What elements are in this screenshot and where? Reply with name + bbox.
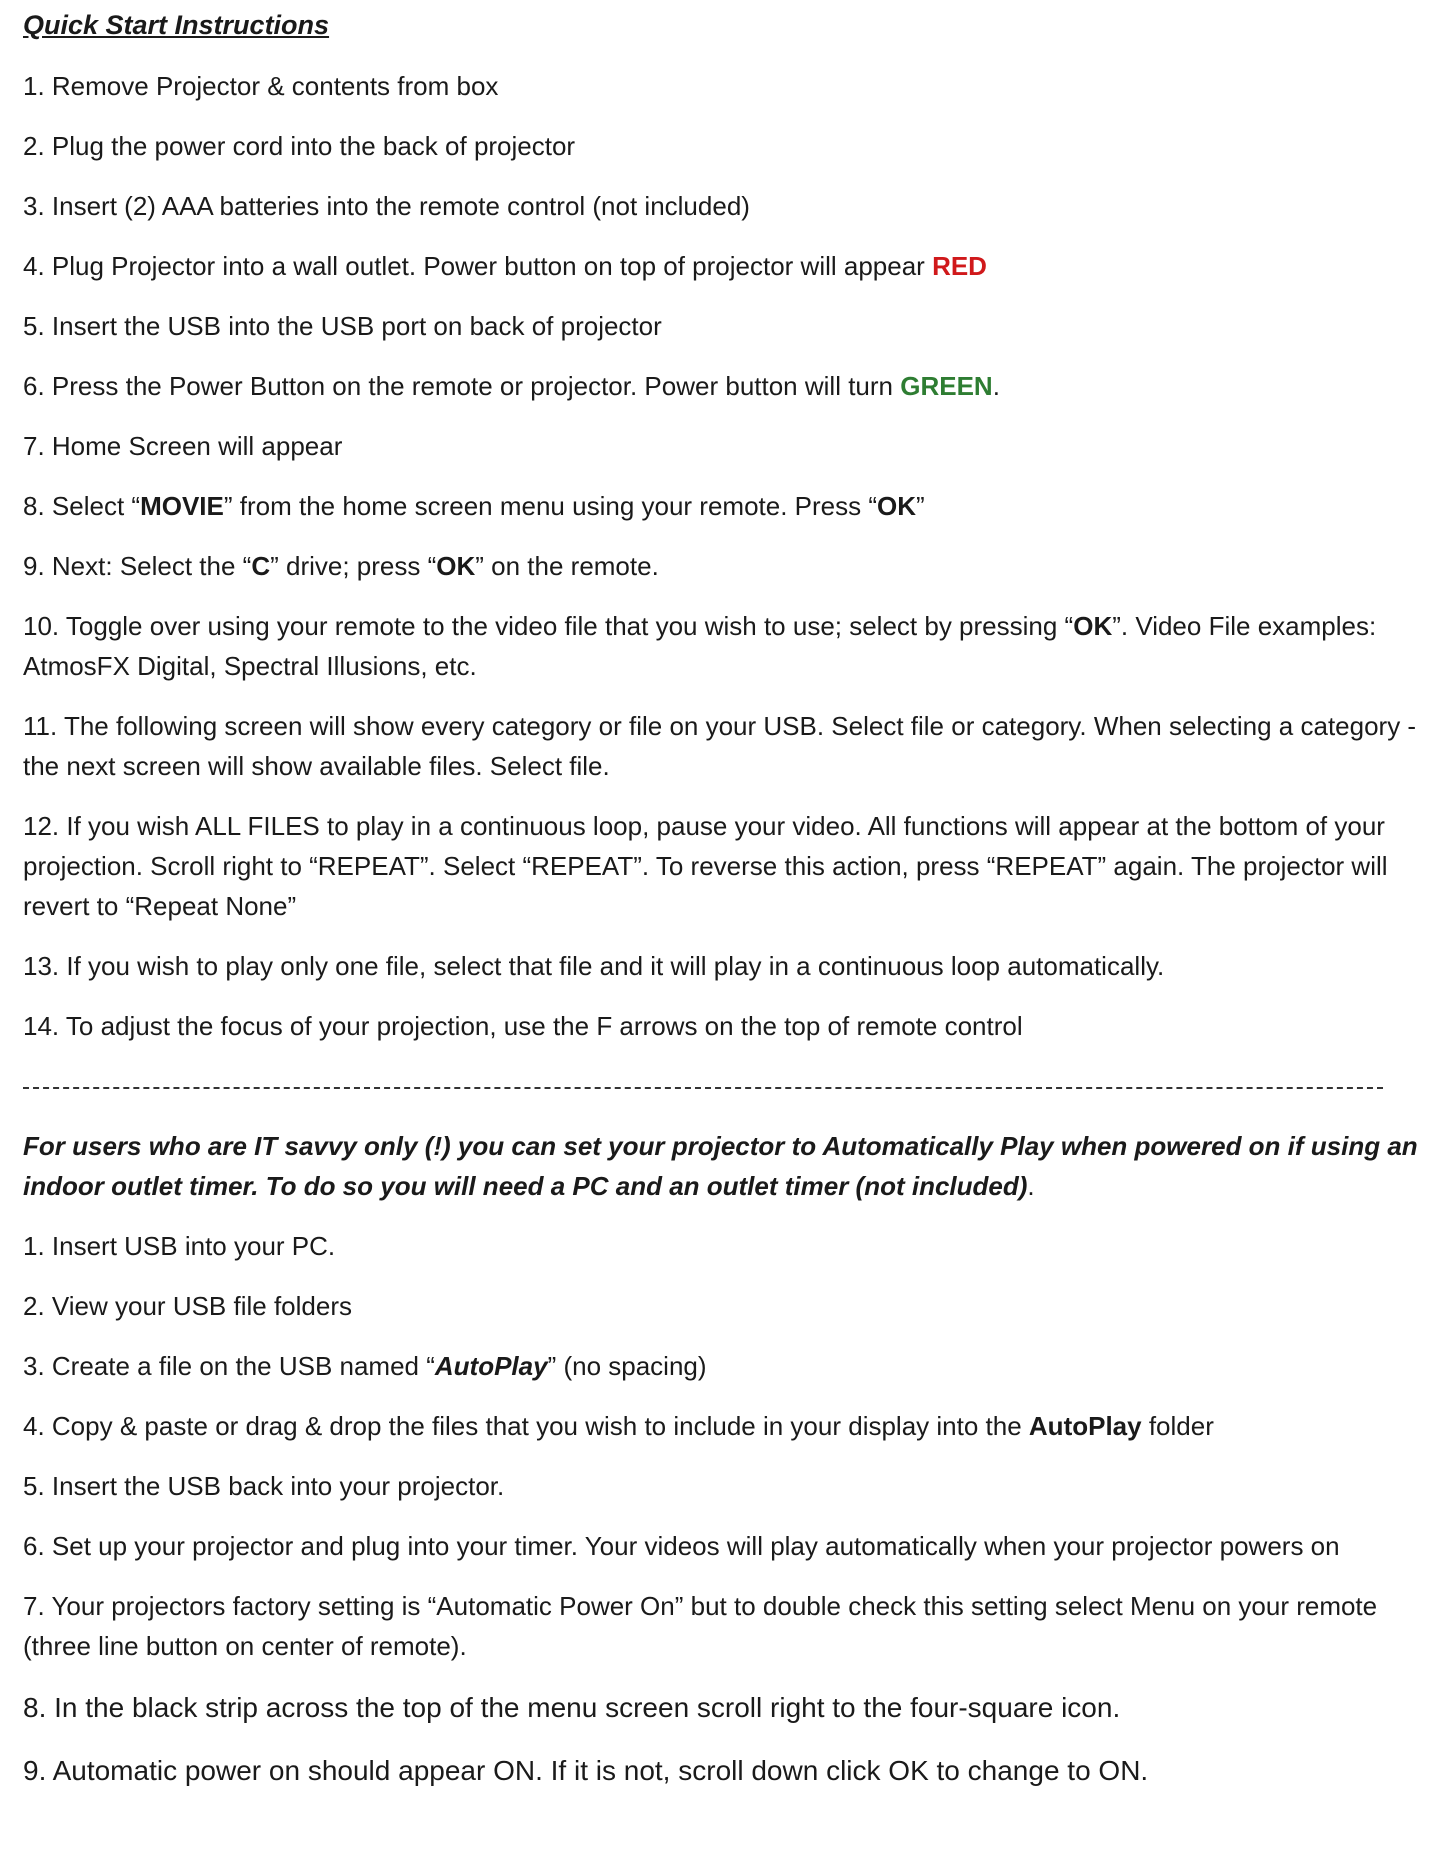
step-text: ” on the remote. (475, 551, 659, 581)
quick-start-step-5: 5. Insert the USB into the USB port on back of projector (23, 311, 662, 341)
quick-start-step-4 (23, 246, 987, 286)
quick-start-step-7: 7. Home Screen will appear (23, 431, 343, 461)
quick-start-step-11: 11. The following screen will show every category or file on your USB. Select file or category. When selecting a category - the next screen will show available files. Select file. (23, 711, 1417, 781)
step-text: 3. Create a file on the USB named “ (23, 1351, 435, 1381)
bold-autoplay: AutoPlay (1028, 1411, 1142, 1441)
step-text: ”. Video File examples: AtmosFX Digital, Spectral Illusions, etc. (23, 611, 1377, 681)
step-text: ” (no spacing) (547, 1351, 707, 1381)
autoplay-step-8: 8. In the black strip across the top of the menu screen scroll right to the four-square icon. (23, 1692, 1121, 1723)
step-text: ” drive; press “ (270, 551, 437, 581)
quick-start-step-10 (23, 606, 1423, 686)
step-text: 4. Copy & paste or drag & drop the files that you wish to include in your display into the (23, 1411, 1029, 1441)
quick-start-step-9 (23, 546, 659, 586)
quick-start-step-2: 2. Plug the power cord into the back of projector (23, 131, 576, 161)
autoplay-step-1: 1. Insert USB into your PC. (23, 1231, 336, 1261)
autoplay-intro-text: For users who are IT savvy only (!) you can set your projector to Automatically Play when powered on if using an indoor outlet timer. To do so you will need a PC and an outlet timer (not included) (23, 1131, 1418, 1201)
bold-c: C (251, 551, 271, 581)
bold-movie: MOVIE (140, 491, 224, 521)
quick-start-step-13: 13. If you wish to play only one file, select that file and it will play in a continuous loop automatically. (23, 951, 1165, 981)
step-text: ” from the home screen menu using your remote. Press “ (223, 491, 878, 521)
autoplay-intro (23, 1126, 1423, 1206)
step-text: 6. Press the Power Button on the remote or projector. Power button will turn (23, 371, 901, 401)
autoplay-step-4 (23, 1406, 1214, 1446)
autoplay-step-5: 5. Insert the USB back into your projector. (23, 1471, 505, 1501)
quick-start-step-8 (23, 486, 925, 526)
dashed-divider (23, 1087, 1383, 1089)
autoplay-intro-end: . (1027, 1171, 1035, 1201)
bold-autoplay: AutoPlay (434, 1351, 548, 1381)
autoplay-step-7: 7. Your projectors factory setting is “Automatic Power On” but to double check this setting select Menu on your remote (three line button on center of remote). (23, 1591, 1378, 1661)
bold-ok: OK (1073, 611, 1113, 641)
autoplay-step-6: 6. Set up your projector and plug into your timer. Your videos will play automatically when your projector powers on (23, 1531, 1340, 1561)
step-text: ” (916, 491, 925, 521)
step-text: folder (1141, 1411, 1214, 1441)
autoplay-step-9: 9. Automatic power on should appear ON. If it is not, scroll down click OK to change to ON. (23, 1755, 1149, 1786)
quick-start-step-3: 3. Insert (2) AAA batteries into the remote control (not included) (23, 191, 750, 221)
step-text: 4. Plug Projector into a wall outlet. Power button on top of projector will appear (23, 251, 933, 281)
step-text: 10. Toggle over using your remote to the video file that you wish to use; select by pressing “ (23, 611, 1074, 641)
red-highlight: RED (932, 251, 987, 281)
step-text: 8. Select “ (23, 491, 141, 521)
quick-start-step-14: 14. To adjust the focus of your projection, use the F arrows on the top of remote control (23, 1011, 1023, 1041)
autoplay-step-2: 2. View your USB file folders (23, 1291, 352, 1321)
step-text: 9. Next: Select the “ (23, 551, 252, 581)
quick-start-step-12: 12. If you wish ALL FILES to play in a continuous loop, pause your video. All functions will appear at the bottom of your projection. Scroll right to “REPEAT”. Select “REPEAT”. To reverse this action, press “REPEAT” again. The projector will revert to “Repeat None” (23, 811, 1388, 921)
quick-start-step-6 (23, 366, 1000, 406)
autoplay-step-3 (23, 1346, 707, 1386)
bold-ok: OK (877, 491, 917, 521)
bold-ok: OK (436, 551, 476, 581)
step-text-end: . (992, 371, 1000, 401)
green-highlight: GREEN (900, 371, 993, 401)
quick-start-step-1: 1. Remove Projector & contents from box (23, 71, 499, 101)
page-title: Quick Start Instructions (23, 10, 330, 40)
